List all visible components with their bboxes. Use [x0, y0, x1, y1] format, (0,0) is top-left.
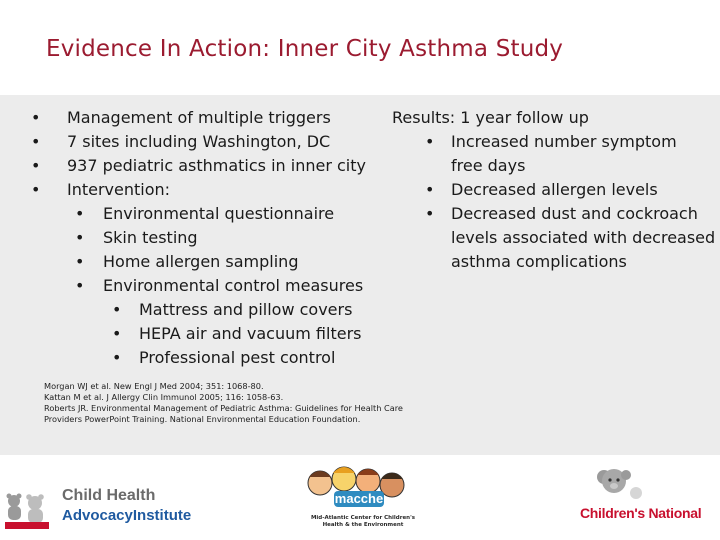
childrens-national-logo [578, 465, 718, 535]
list-item-continuation: asthma complications [451, 252, 627, 271]
list-item: • Skin testing [75, 228, 198, 247]
list-item: • Environmental questionnaire [75, 204, 335, 223]
reference-line: Kattan M et al. J Allergy Clin Immunol 2005; 116: 1058-63. [44, 392, 284, 402]
reference-line: Roberts JR. Environmental Management of Pediatric Asthma: Guidelines for Health Care [44, 403, 403, 413]
reference-line: Morgan WJ et al. New Engl J Med 2004; 351: 1068-80. [44, 381, 264, 391]
list-item: • Decreased dust and cockroach [425, 204, 698, 223]
list-item-continuation: free days [451, 156, 526, 175]
child-health-advocacy-institute-logo [2, 487, 192, 533]
childrens-national-name: Children's National [580, 505, 702, 521]
cha-line2: AdvocacyInstitute [62, 507, 192, 524]
children-faces-icon [300, 461, 420, 515]
list-item: • Intervention: [31, 180, 171, 199]
list-item-continuation: levels associated with decreased [451, 228, 716, 247]
reference-line: Providers PowerPoint Training. National Environmental Education Foundation. [44, 414, 361, 424]
macche-name: macche [334, 491, 384, 506]
list-item: • 7 sites including Washington, DC [31, 132, 331, 151]
macche-caption: Mid-Atlantic Center for Children's Health & the Environment [310, 515, 416, 528]
title-band [0, 0, 720, 95]
list-item: • Professional pest control [112, 348, 336, 367]
list-item: • HEPA air and vacuum filters [112, 324, 362, 343]
bear-icon [586, 465, 646, 505]
list-item: • Decreased allergen levels [425, 180, 658, 199]
macche-logo [300, 461, 420, 537]
bears-icon [2, 491, 52, 531]
results-heading: Results: 1 year follow up [392, 108, 589, 127]
list-item: • Home allergen sampling [75, 252, 299, 271]
list-item: • Increased number symptom [425, 132, 677, 151]
references [44, 381, 514, 425]
list-item: • Management of multiple triggers [31, 108, 331, 127]
cha-line1: Child Health [62, 487, 156, 504]
list-item: • 937 pediatric asthmatics in inner city [31, 156, 366, 175]
list-item: • Mattress and pillow covers [112, 300, 353, 319]
list-item: • Environmental control measures [75, 276, 364, 295]
slide-title: Evidence In Action: Inner City Asthma Study [46, 36, 564, 62]
content-area [0, 95, 720, 455]
